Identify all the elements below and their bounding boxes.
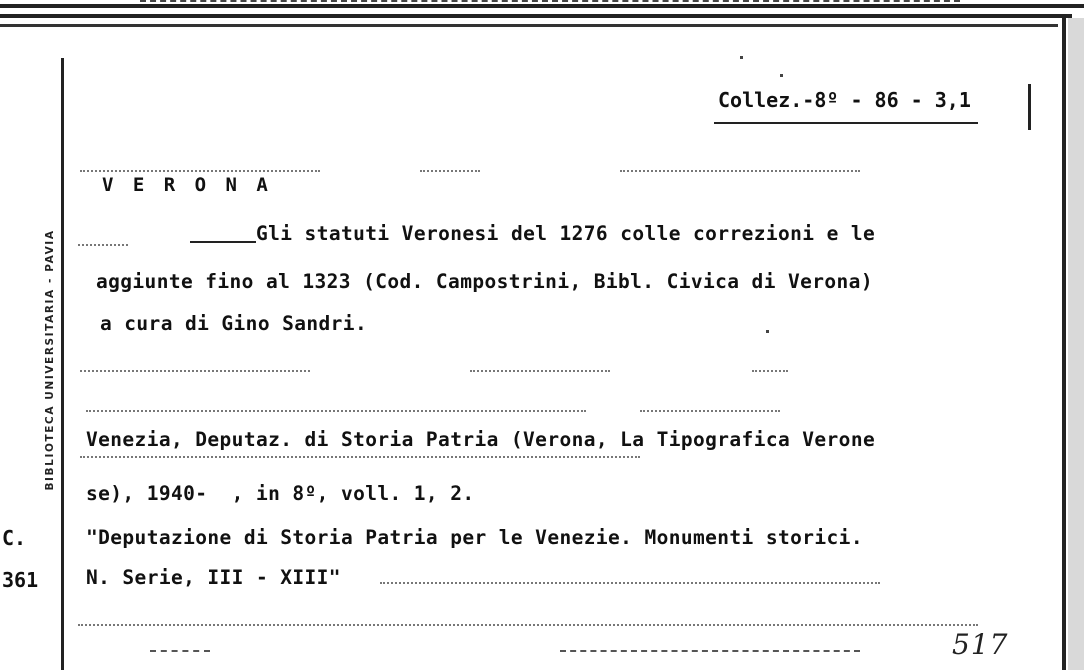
shelfmark-line-1: C.: [2, 526, 27, 550]
dotted-guide: [80, 456, 640, 458]
series-line-1: "Deputazione di Storia Patria per le Venezie. Monumenti storici.: [86, 526, 863, 549]
collocation-mark: Collez.-8º - 86 - 3,1: [718, 88, 971, 112]
imprint-line-1: Venezia, Deputaz. di Storia Patria (Verona, La Tipografica Verone: [86, 428, 876, 451]
card-edge-shadow: [1068, 18, 1084, 670]
dashed-guide: [560, 650, 860, 652]
ink-speck: [766, 330, 769, 333]
title-line-1: Gli statuti Veronesi del 1276 colle correzioni e le: [256, 222, 876, 245]
title-line-3: a cura di Gino Sandri.: [100, 312, 368, 335]
ink-speck: [740, 56, 743, 59]
dotted-guide: [470, 370, 610, 372]
dotted-guide: [640, 410, 780, 412]
ink-speck: [780, 74, 783, 77]
dotted-guide: [752, 370, 788, 372]
main-heading: V E R O N A: [102, 174, 272, 196]
handwritten-number: 517: [952, 628, 1009, 661]
top-dashed-rule: [140, 0, 960, 2]
dashed-guide: [150, 650, 210, 652]
card-right-border: [1062, 18, 1066, 670]
title-line-2: aggiunte fino al 1323 (Cod. Campostrini, Bibl. Civica di Verona): [96, 270, 873, 293]
dotted-guide: [86, 410, 586, 412]
shelfmark-line-2: 361: [2, 568, 39, 592]
dotted-guide: [420, 170, 480, 172]
dotted-guide: [80, 370, 310, 372]
margin-line: [61, 58, 64, 670]
imprint-line-2: se), 1940- , in 8º, voll. 1, 2.: [86, 482, 475, 505]
top-rule: [0, 14, 1072, 18]
top-rule: [0, 4, 1084, 8]
dotted-guide: [78, 624, 978, 626]
top-rule: [0, 24, 1058, 27]
library-stamp: BIBLIOTECA UNIVERSITARIA - PAVIA: [44, 229, 56, 491]
dotted-guide: [620, 170, 860, 172]
title-rule: [190, 241, 256, 243]
dotted-guide: [80, 170, 320, 172]
dotted-guide: [78, 244, 128, 246]
series-line-2: N. Serie, III - XIII": [86, 566, 341, 589]
collocation-bar: [1028, 84, 1031, 130]
collocation-underline: [714, 122, 978, 124]
dotted-guide: [380, 582, 880, 584]
